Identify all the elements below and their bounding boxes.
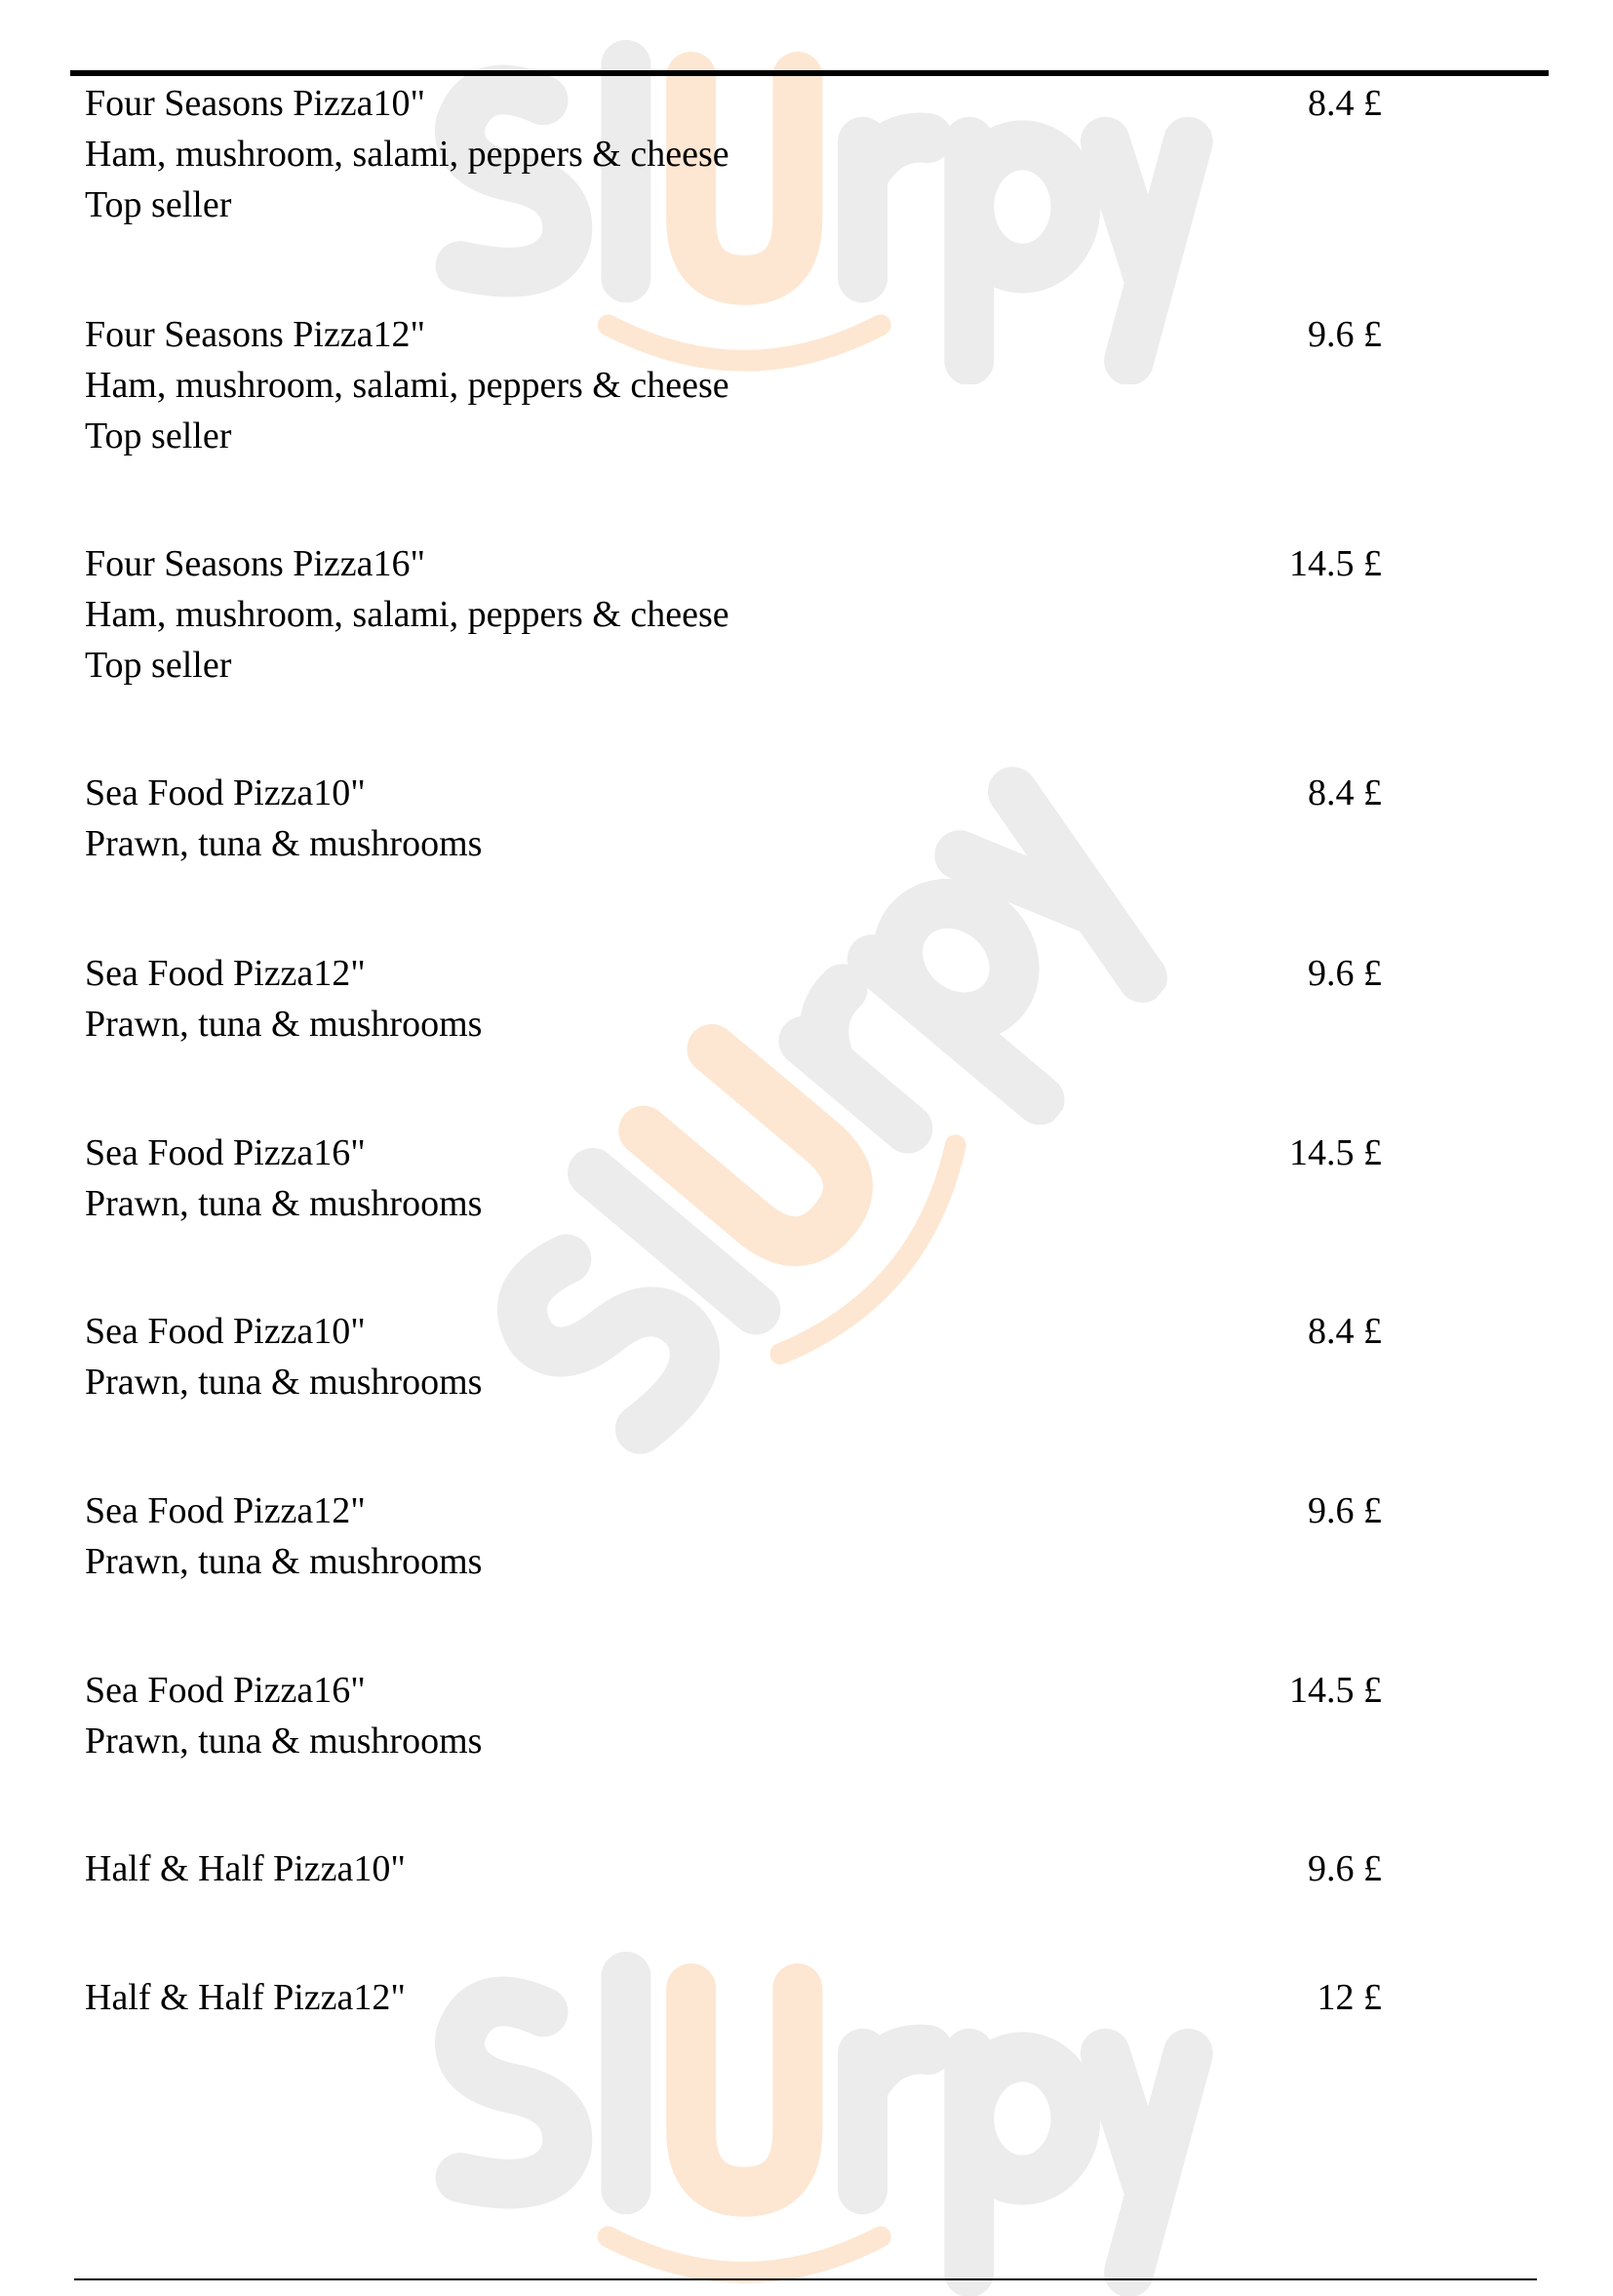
top-divider	[70, 70, 1549, 76]
item-name: Sea Food Pizza16"	[85, 1670, 366, 1711]
item-tag: Top seller	[85, 184, 232, 225]
item-price: 9.6 £	[1308, 1848, 1382, 1889]
item-name: Sea Food Pizza12"	[85, 1490, 366, 1531]
item-description: Prawn, tuna & mushrooms	[85, 1541, 483, 1582]
menu-item	[85, 1306, 1382, 1407]
item-description: Prawn, tuna & mushrooms	[85, 823, 483, 864]
item-name: Half & Half Pizza10"	[85, 1848, 406, 1889]
menu-item	[85, 1665, 1382, 1766]
menu-item	[85, 78, 1382, 230]
item-description: Prawn, tuna & mushrooms	[85, 1721, 483, 1762]
item-price: 12 £	[1317, 1977, 1382, 2018]
item-name: Sea Food Pizza12"	[85, 953, 366, 994]
menu-item	[85, 1485, 1382, 1587]
item-price: 8.4 £	[1308, 772, 1382, 813]
item-name: Four Seasons Pizza10"	[85, 83, 426, 124]
item-description: Ham, mushroom, salami, peppers & cheese	[85, 134, 729, 175]
item-description: Prawn, tuna & mushrooms	[85, 1183, 483, 1224]
menu-item	[85, 309, 1382, 461]
menu-item	[85, 948, 1382, 1049]
item-price: 14.5 £	[1289, 1670, 1382, 1711]
menu-item	[85, 1843, 1382, 1894]
item-description: Prawn, tuna & mushrooms	[85, 1362, 483, 1403]
bottom-divider	[74, 2278, 1537, 2280]
item-tag: Top seller	[85, 645, 232, 686]
item-price: 9.6 £	[1308, 953, 1382, 994]
item-description: Prawn, tuna & mushrooms	[85, 1004, 483, 1045]
menu-item	[85, 1972, 1382, 2023]
item-name: Half & Half Pizza12"	[85, 1977, 406, 2018]
item-description: Ham, mushroom, salami, peppers & cheese	[85, 594, 729, 635]
item-name: Sea Food Pizza10"	[85, 1311, 366, 1352]
item-price: 8.4 £	[1308, 1311, 1382, 1352]
item-name: Sea Food Pizza16"	[85, 1132, 366, 1173]
item-tag: Top seller	[85, 416, 232, 456]
item-price: 9.6 £	[1308, 314, 1382, 355]
menu-item	[85, 538, 1382, 691]
item-name: Four Seasons Pizza12"	[85, 314, 426, 355]
item-description: Ham, mushroom, salami, peppers & cheese	[85, 365, 729, 406]
item-name: Four Seasons Pizza16"	[85, 543, 426, 584]
menu-item	[85, 768, 1382, 869]
item-price: 14.5 £	[1289, 1132, 1382, 1173]
item-price: 14.5 £	[1289, 543, 1382, 584]
item-price: 9.6 £	[1308, 1490, 1382, 1531]
menu-item	[85, 1128, 1382, 1229]
item-name: Sea Food Pizza10"	[85, 772, 366, 813]
item-price: 8.4 £	[1308, 83, 1382, 124]
